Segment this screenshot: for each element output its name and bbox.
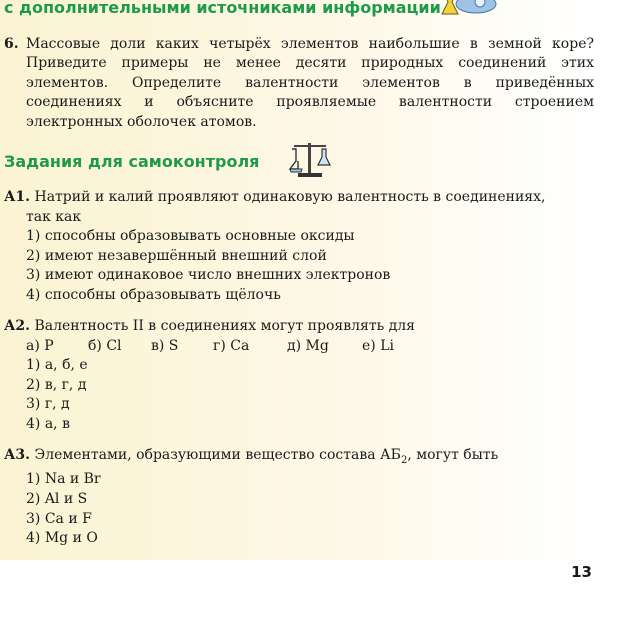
a3-option: 1) Na и Br	[26, 471, 101, 488]
a3-number: А3.	[4, 447, 31, 463]
a2-choice: е) Li	[362, 337, 394, 354]
a2-choice: а) P	[26, 337, 54, 354]
a1-number: А1.	[4, 189, 31, 205]
scales-icon	[286, 139, 334, 179]
section-heading-top: с дополнительными источниками информации	[4, 0, 441, 17]
a2-choice: д) Mg	[287, 337, 329, 354]
question-a1	[4, 188, 598, 306]
a2-stem-text: Валентность II в соединениях могут проявлять для	[34, 318, 416, 334]
a1-option: 3) имеют одинаковое число внешних электронов	[26, 267, 391, 284]
a2-number: А2.	[4, 318, 31, 334]
self-control-heading: Задания для самоконтроля	[4, 152, 260, 171]
task-6-number: 6.	[4, 36, 19, 52]
a3-option: 3) Ca и F	[26, 510, 92, 527]
a3-stem-subscript: 2	[400, 454, 408, 466]
a1-stem-line1: Натрий и калий проявляют одинаковую валентность в соединениях,	[34, 189, 546, 205]
task-6	[4, 35, 594, 132]
a1-option: 2) имеют незавершённый внешний слой	[26, 247, 327, 264]
task-6-text: Массовые доли каких четырёх элементов наибольшие в земной коре? Приведите примеры не менее десяти природных соединений этих элементов. Определите валентности элементов в приведённых соединениях и объясните проявляемые валентности строением электронных оболочек атомов.	[26, 36, 594, 130]
question-a2	[4, 317, 598, 435]
page-number: 13	[571, 563, 592, 581]
a3-stem-before: Элементами, образующими вещество состава АБ	[34, 447, 401, 463]
a2-choice: в) S	[151, 337, 179, 354]
a2-choices	[26, 337, 598, 357]
a3-option: 2) Al и S	[26, 490, 88, 507]
a2-choice: б) Cl	[88, 337, 122, 354]
a2-stem	[4, 317, 598, 337]
a3-stem-after: , могут быть	[407, 447, 499, 463]
a2-option: 2) в, г, д	[26, 376, 87, 393]
a2-choice: г) Ca	[213, 337, 250, 354]
a2-option: 1) а, б, е	[26, 357, 88, 374]
a3-stem	[4, 446, 598, 470]
a1-option: 4) способны образовывать щёлочь	[26, 286, 281, 303]
a1-stem	[4, 188, 598, 208]
a2-option: 3) г, д	[26, 396, 70, 413]
a1-stem-line2: так как	[26, 208, 82, 225]
a3-option: 4) Mg и O	[26, 530, 98, 547]
a1-option: 1) способны образовывать основные оксиды	[26, 228, 355, 245]
question-a3	[4, 446, 598, 549]
a2-option: 4) а, в	[26, 415, 70, 432]
flask-icon	[440, 0, 500, 18]
